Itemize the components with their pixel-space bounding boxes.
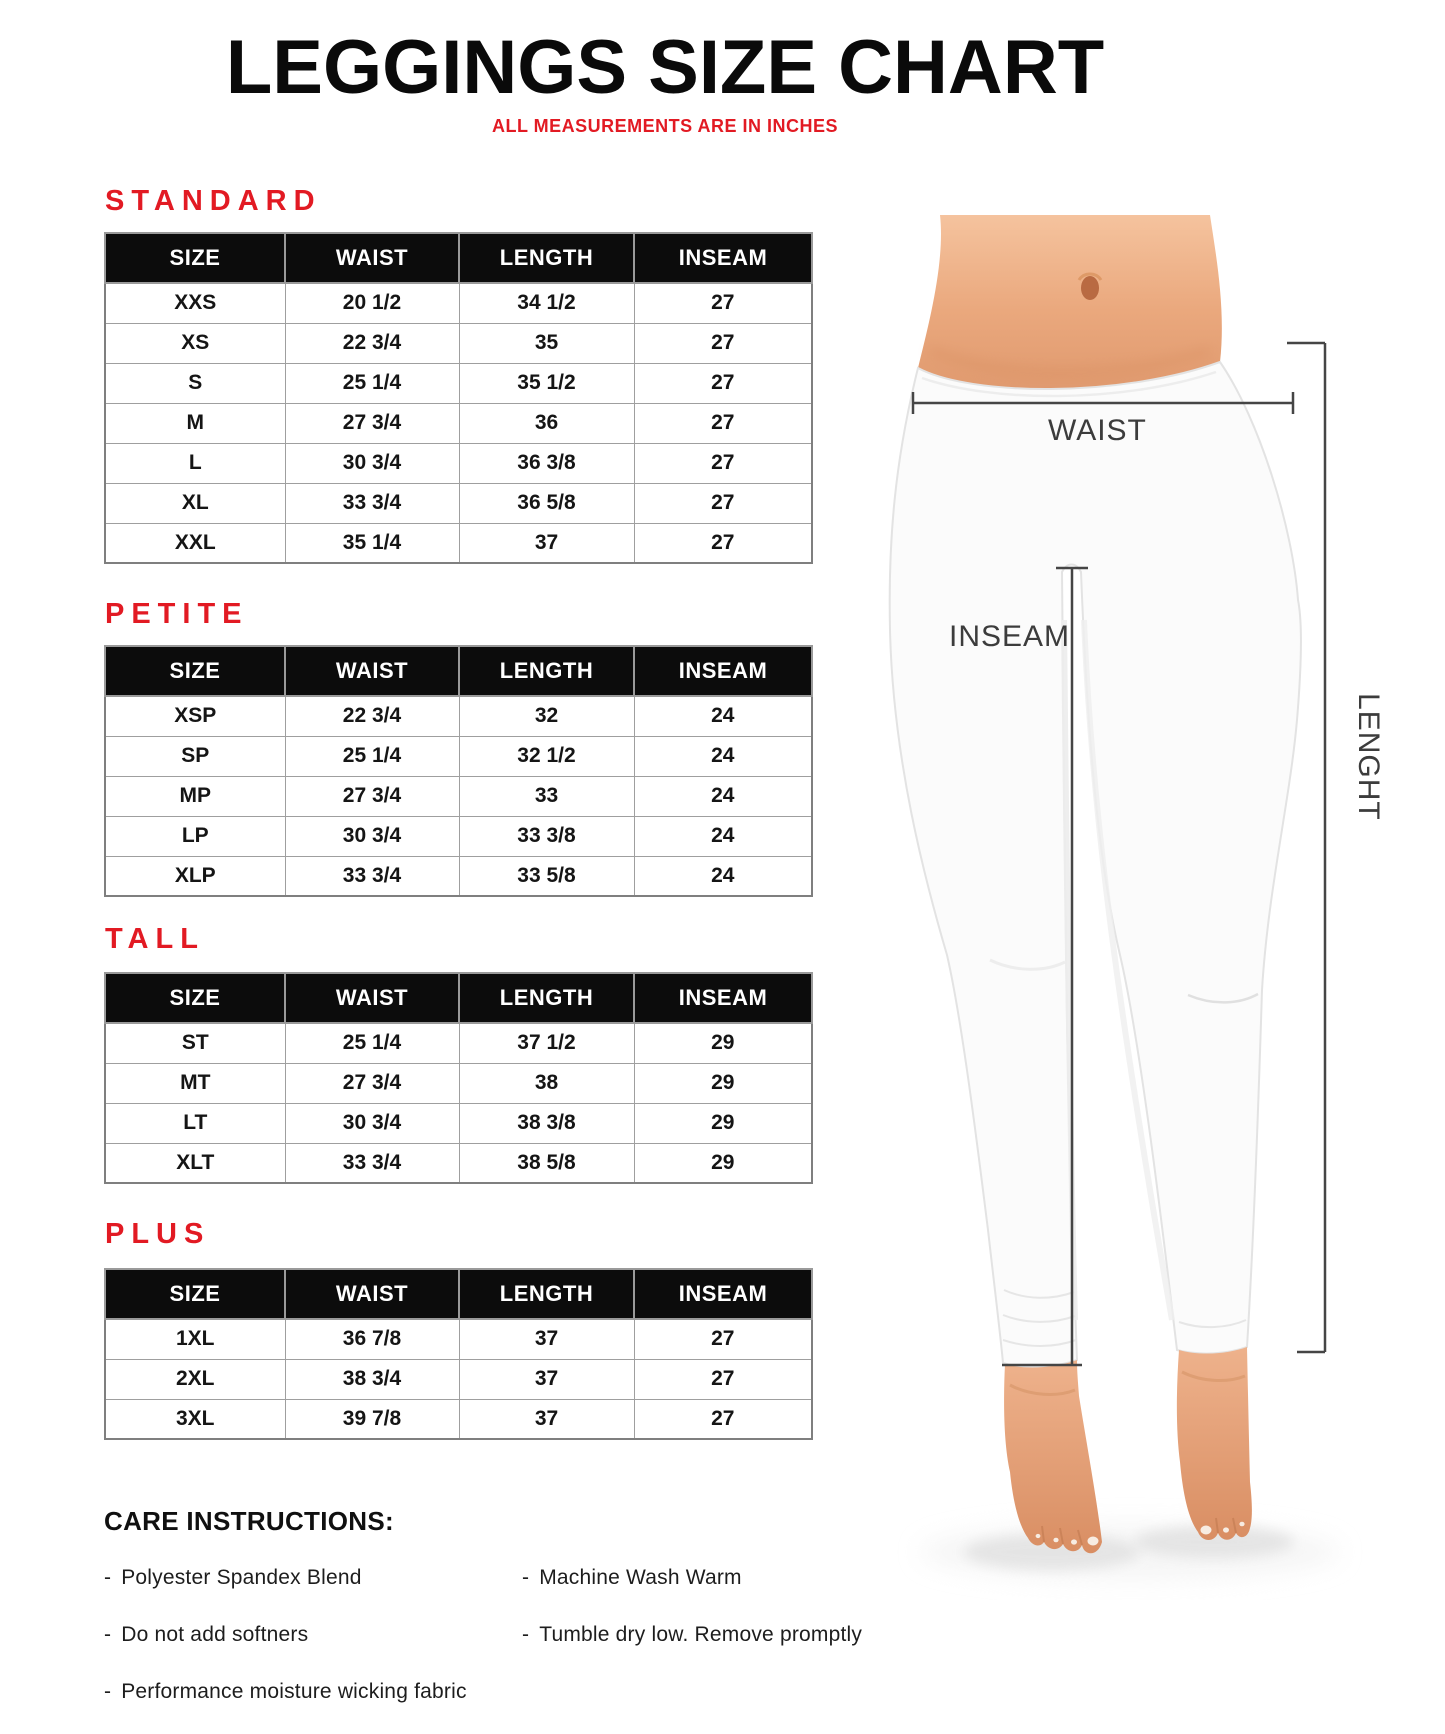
table-row xyxy=(105,323,812,363)
column-header-length: LENGTH xyxy=(459,233,634,283)
length-measure-label: LENGHT xyxy=(1352,693,1385,821)
right-big-toenail xyxy=(1201,1526,1212,1535)
size-cell: 2XL xyxy=(105,1359,285,1399)
bullet-dash: - xyxy=(104,1680,112,1703)
table-header-row xyxy=(105,973,812,1023)
column-header-inseam: INSEAM xyxy=(634,233,812,283)
table-row xyxy=(105,736,812,776)
column-header-size: SIZE xyxy=(105,973,285,1023)
waist-cell: 30 3/4 xyxy=(285,443,459,483)
table-row xyxy=(105,696,812,736)
table-row xyxy=(105,363,812,403)
table-row xyxy=(105,283,812,323)
care-item-text: Do not add softners xyxy=(121,1623,309,1646)
size-cell: LP xyxy=(105,816,285,856)
waist-cell: 39 7/8 xyxy=(285,1399,459,1439)
waist-cell: 22 3/4 xyxy=(285,696,459,736)
size-table-standard xyxy=(104,232,813,564)
column-header-waist: WAIST xyxy=(285,233,459,283)
waist-cell: 33 3/4 xyxy=(285,483,459,523)
inseam-cell: 27 xyxy=(634,403,812,443)
section-label-plus: PLUS xyxy=(105,1218,211,1250)
length-measure-line xyxy=(1287,343,1325,1352)
column-header-waist: WAIST xyxy=(285,973,459,1023)
column-header-waist: WAIST xyxy=(285,1269,459,1319)
left-toenail-3 xyxy=(1053,1538,1058,1543)
inseam-measure-label: INSEAM xyxy=(949,620,1071,653)
waist-cell: 30 3/4 xyxy=(285,816,459,856)
column-header-length: LENGTH xyxy=(459,973,634,1023)
size-cell: S xyxy=(105,363,285,403)
waist-cell: 33 3/4 xyxy=(285,1143,459,1183)
table-row xyxy=(105,403,812,443)
length-cell: 38 xyxy=(459,1063,634,1103)
waist-cell: 27 3/4 xyxy=(285,776,459,816)
inseam-cell: 27 xyxy=(634,523,812,563)
inseam-cell: 29 xyxy=(634,1103,812,1143)
left-toenail-2 xyxy=(1071,1539,1077,1544)
care-item xyxy=(104,1566,362,1590)
length-cell: 33 5/8 xyxy=(459,856,634,896)
bullet-dash: - xyxy=(522,1566,530,1589)
care-item xyxy=(522,1623,862,1647)
table-row xyxy=(105,1359,812,1399)
table-row xyxy=(105,1319,812,1359)
table-row xyxy=(105,443,812,483)
waist-cell: 27 3/4 xyxy=(285,1063,459,1103)
table-row xyxy=(105,776,812,816)
size-table-plus xyxy=(104,1268,813,1440)
page-title: LEGGINGS SIZE CHART xyxy=(225,25,1105,110)
size-table-tall xyxy=(104,972,813,1184)
waist-cell: 25 1/4 xyxy=(285,736,459,776)
table-row xyxy=(105,1143,812,1183)
waist-cell: 36 7/8 xyxy=(285,1319,459,1359)
inseam-cell: 29 xyxy=(634,1143,812,1183)
size-cell: XXS xyxy=(105,283,285,323)
inseam-cell: 27 xyxy=(634,1359,812,1399)
column-header-waist: WAIST xyxy=(285,646,459,696)
table-row xyxy=(105,483,812,523)
size-cell: MT xyxy=(105,1063,285,1103)
inseam-cell: 24 xyxy=(634,736,812,776)
inseam-cell: 24 xyxy=(634,856,812,896)
size-cell: XLT xyxy=(105,1143,285,1183)
table-row xyxy=(105,1063,812,1103)
inseam-cell: 27 xyxy=(634,1399,812,1439)
size-cell: XL xyxy=(105,483,285,523)
column-header-size: SIZE xyxy=(105,1269,285,1319)
size-cell: XLP xyxy=(105,856,285,896)
length-cell: 37 xyxy=(459,1359,634,1399)
length-cell: 34 1/2 xyxy=(459,283,634,323)
waist-cell: 25 1/4 xyxy=(285,363,459,403)
length-cell: 35 xyxy=(459,323,634,363)
column-header-inseam: INSEAM xyxy=(634,973,812,1023)
length-cell: 35 1/2 xyxy=(459,363,634,403)
table-row xyxy=(105,816,812,856)
column-header-length: LENGTH xyxy=(459,646,634,696)
size-cell: M xyxy=(105,403,285,443)
size-cell: 1XL xyxy=(105,1319,285,1359)
waist-cell: 38 3/4 xyxy=(285,1359,459,1399)
waist-measure-label: WAIST xyxy=(1048,414,1147,447)
inseam-cell: 27 xyxy=(634,443,812,483)
table-header-row xyxy=(105,233,812,283)
care-item-text: Tumble dry low. Remove promptly xyxy=(539,1623,863,1646)
table-header-row xyxy=(105,646,812,696)
leggings-model-illustration xyxy=(790,200,1445,1600)
care-item xyxy=(522,1566,742,1590)
column-header-size: SIZE xyxy=(105,646,285,696)
care-item xyxy=(104,1623,308,1647)
waist-cell: 25 1/4 xyxy=(285,1023,459,1063)
inseam-cell: 24 xyxy=(634,696,812,736)
inseam-cell: 27 xyxy=(634,363,812,403)
table-row xyxy=(105,1023,812,1063)
length-cell: 32 xyxy=(459,696,634,736)
right-toenail-3 xyxy=(1239,1522,1244,1527)
table-row xyxy=(105,1399,812,1439)
length-cell: 37 xyxy=(459,1399,634,1439)
size-cell: 3XL xyxy=(105,1399,285,1439)
inseam-cell: 27 xyxy=(634,483,812,523)
section-label-standard: STANDARD xyxy=(105,185,322,217)
inseam-cell: 27 xyxy=(634,323,812,363)
inseam-cell: 24 xyxy=(634,776,812,816)
right-toenail-2 xyxy=(1223,1527,1229,1532)
length-cell: 36 5/8 xyxy=(459,483,634,523)
size-cell: XXL xyxy=(105,523,285,563)
waist-cell: 30 3/4 xyxy=(285,1103,459,1143)
navel-icon xyxy=(1081,276,1099,300)
column-header-length: LENGTH xyxy=(459,1269,634,1319)
care-instructions-heading: CARE INSTRUCTIONS: xyxy=(104,1506,394,1536)
inseam-cell: 24 xyxy=(634,816,812,856)
care-item-text: Machine Wash Warm xyxy=(539,1566,742,1589)
size-cell: ST xyxy=(105,1023,285,1063)
column-header-inseam: INSEAM xyxy=(634,646,812,696)
length-cell: 36 xyxy=(459,403,634,443)
waist-cell: 20 1/2 xyxy=(285,283,459,323)
length-cell: 37 xyxy=(459,1319,634,1359)
bullet-dash: - xyxy=(104,1623,112,1646)
length-cell: 38 5/8 xyxy=(459,1143,634,1183)
size-table-petite xyxy=(104,645,813,897)
bullet-dash: - xyxy=(522,1623,530,1646)
section-label-petite: PETITE xyxy=(105,598,249,630)
table-row xyxy=(105,523,812,563)
left-toenail-4 xyxy=(1036,1534,1041,1538)
section-label-tall: TALL xyxy=(105,923,205,955)
care-item-text: Performance moisture wicking fabric xyxy=(121,1680,467,1703)
left-big-toenail xyxy=(1088,1537,1099,1546)
inseam-cell: 27 xyxy=(634,283,812,323)
length-cell: 33 3/8 xyxy=(459,816,634,856)
table-row xyxy=(105,1103,812,1143)
column-header-size: SIZE xyxy=(105,233,285,283)
table-row xyxy=(105,856,812,896)
leggings xyxy=(890,362,1301,1367)
size-cell: XS xyxy=(105,323,285,363)
size-cell: L xyxy=(105,443,285,483)
waist-cell: 22 3/4 xyxy=(285,323,459,363)
column-header-inseam: INSEAM xyxy=(634,1269,812,1319)
size-cell: SP xyxy=(105,736,285,776)
waist-cell: 27 3/4 xyxy=(285,403,459,443)
inseam-cell: 27 xyxy=(634,1319,812,1359)
length-cell: 37 xyxy=(459,523,634,563)
care-item xyxy=(104,1680,467,1704)
size-cell: LT xyxy=(105,1103,285,1143)
length-cell: 37 1/2 xyxy=(459,1023,634,1063)
size-cell: MP xyxy=(105,776,285,816)
length-cell: 33 xyxy=(459,776,634,816)
waist-cell: 33 3/4 xyxy=(285,856,459,896)
care-item-text: Polyester Spandex Blend xyxy=(121,1566,362,1589)
length-cell: 32 1/2 xyxy=(459,736,634,776)
inseam-cell: 29 xyxy=(634,1023,812,1063)
page-subtitle: ALL MEASUREMENTS ARE IN INCHES xyxy=(491,116,839,136)
size-cell: XSP xyxy=(105,696,285,736)
bullet-dash: - xyxy=(104,1566,112,1589)
length-cell: 36 3/8 xyxy=(459,443,634,483)
inseam-cell: 29 xyxy=(634,1063,812,1103)
table-header-row xyxy=(105,1269,812,1319)
waist-cell: 35 1/4 xyxy=(285,523,459,563)
length-cell: 38 3/8 xyxy=(459,1103,634,1143)
